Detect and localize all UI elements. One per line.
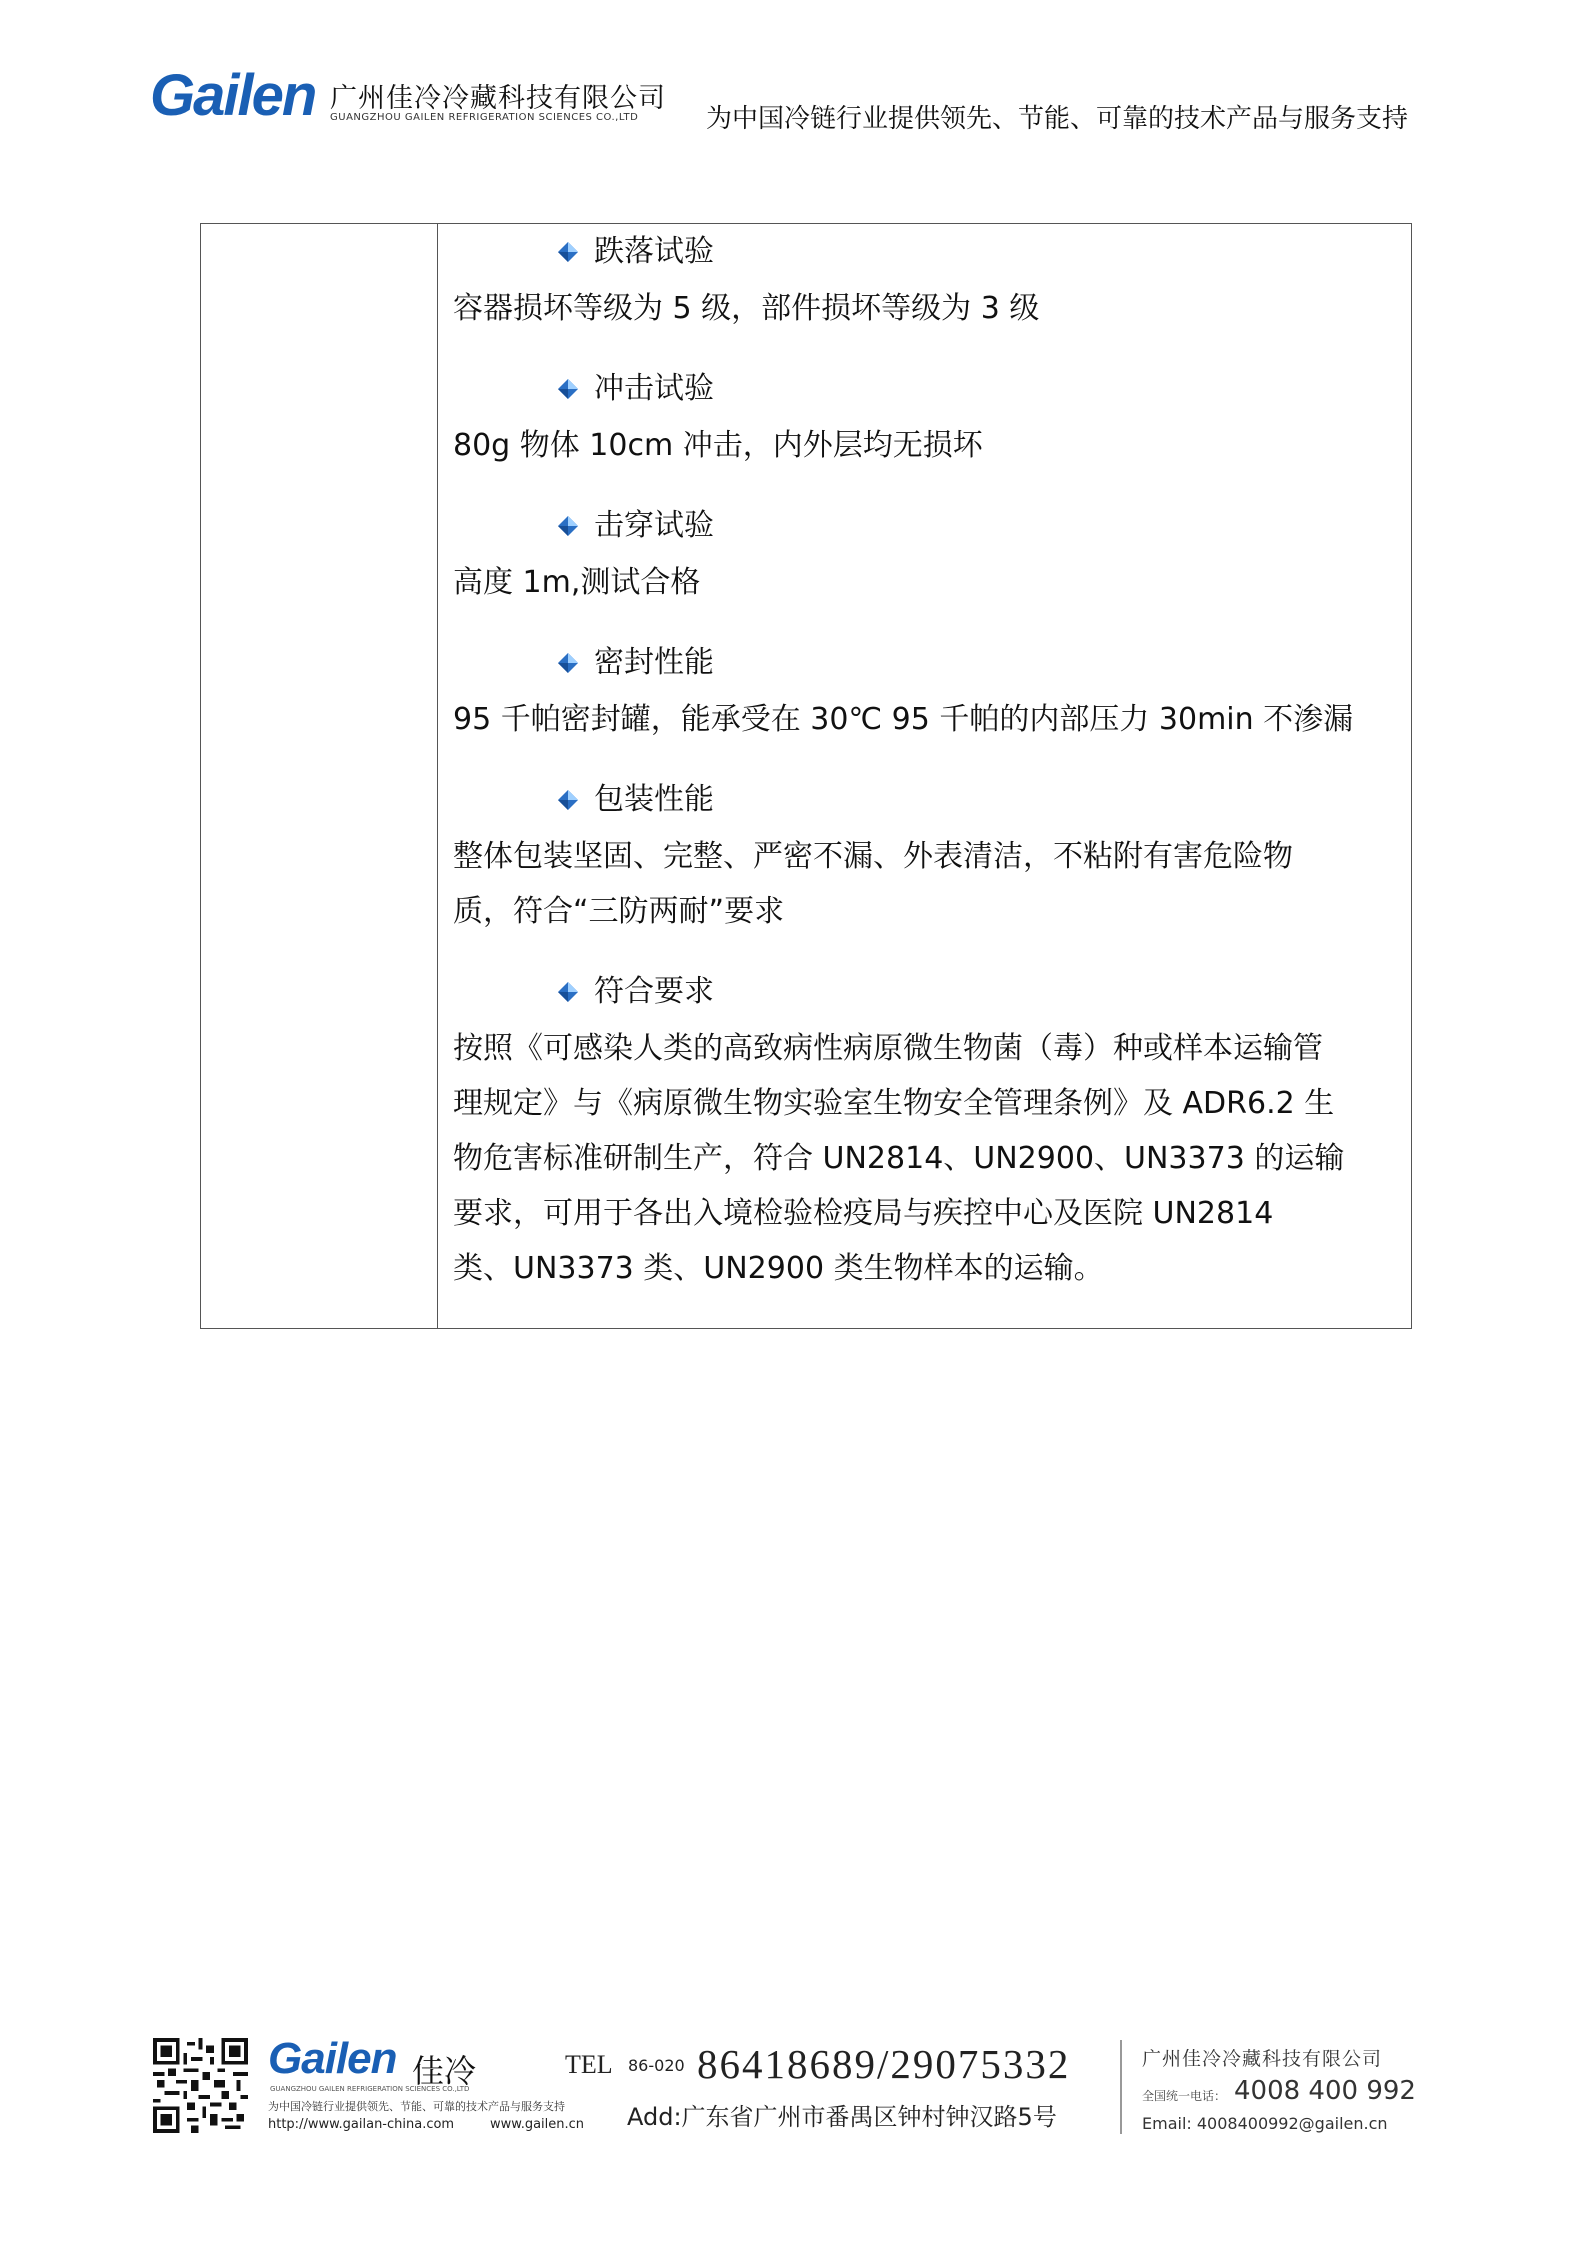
section-title-packaging: 包装性能 xyxy=(594,782,714,817)
section-line: 95 千帕密封罐，能承受在 30℃ 95 千帕的内部压力 30min 不渗漏 xyxy=(453,702,1354,737)
footer-company-cn: 广州佳冷冷藏科技有限公司 xyxy=(1142,2048,1383,2070)
section-line: 物危害标准研制生产，符合 UN2814、UN2900、UN3373 的运输 xyxy=(453,1141,1345,1176)
footer-divider xyxy=(1120,2040,1122,2134)
footer-address: Add:广东省广州市番禺区钟村钟汉路5号 xyxy=(627,2103,1057,2131)
table-right-cell xyxy=(438,224,1411,1328)
section-title-compliance: 符合要求 xyxy=(594,974,714,1009)
diamond-bullet-icon xyxy=(557,981,579,1003)
footer-hotline: 4008 400 992 xyxy=(1234,2076,1416,2106)
section-title-sealing: 密封性能 xyxy=(594,645,714,680)
footer-url-link[interactable]: http://www.gailan-china.com xyxy=(268,2117,455,2132)
section-line: 按照《可感染人类的高致病性病原微生物菌（毒）种或样本运输管 xyxy=(453,1031,1323,1066)
section-line: 高度 1m,测试合格 xyxy=(453,565,701,600)
diamond-bullet-icon xyxy=(557,515,579,537)
header-company-en: GUANGZHOU GAILEN REFRIGERATION SCIENCES CO.,LTD xyxy=(330,112,639,123)
footer-hotline-label: 全国统一电话： xyxy=(1142,2089,1227,2103)
footer-url-link[interactable]: www.gailen.cn xyxy=(490,2117,585,2132)
header-company-cn: 广州佳冷冷藏科技有限公司 xyxy=(330,83,666,114)
footer-tel-label: TEL xyxy=(565,2050,613,2079)
diamond-bullet-icon xyxy=(557,652,579,674)
footer-email[interactable]: Email: 4008400992@gailen.cn xyxy=(1142,2114,1388,2133)
section-title-impact-test: 冲击试验 xyxy=(594,371,714,406)
section-title-puncture-test: 击穿试验 xyxy=(594,508,714,543)
header-slogan: 为中国冷链行业提供领先、节能、可靠的技术产品与服务支持 xyxy=(706,104,1409,134)
section-line: 类、UN3373 类、UN2900 类生物样本的运输。 xyxy=(453,1251,1104,1286)
header-logo-text: Gailen xyxy=(150,63,316,128)
footer-logo: Gailen xyxy=(268,2034,397,2083)
header-logo xyxy=(150,63,322,128)
section-line: 整体包装坚固、完整、严密不漏、外表清洁，不粘附有害危险物 xyxy=(453,839,1293,874)
section-line: 容器损坏等级为 5 级，部件损坏等级为 3 级 xyxy=(453,291,1040,326)
footer-tel-numbers: 86418689/29075332 xyxy=(697,2041,1071,2087)
footer-tel-code: 86-020 xyxy=(628,2056,685,2075)
diamond-bullet-icon xyxy=(557,241,579,263)
diamond-bullet-icon xyxy=(557,378,579,400)
diamond-bullet-icon xyxy=(557,789,579,811)
section-title-drop-test: 跌落试验 xyxy=(594,234,714,269)
section-line: 理规定》与《病原微生物实验室生物安全管理条例》及 ADR6.2 生 xyxy=(453,1086,1335,1121)
spec-table xyxy=(200,223,1412,1329)
footer-brand-cn: 佳冷 xyxy=(412,2052,477,2090)
section-line: 要求，可用于各出入境检验检疫局与疾控中心及医院 UN2814 xyxy=(453,1196,1274,1231)
qr-code-icon xyxy=(153,2038,248,2133)
footer-company-en: GUANGZHOU GAILEN REFRIGERATION SCIENCES CO.,LTD xyxy=(270,2085,470,2093)
section-line: 80g 物体 10cm 冲击，内外层均无损坏 xyxy=(453,428,983,463)
footer-slogan: 为中国冷链行业提供领先、节能、可靠的技术产品与服务支持 xyxy=(268,2100,565,2113)
section-line: 质，符合“三防两耐”要求 xyxy=(453,894,785,929)
table-left-cell xyxy=(201,224,438,1328)
